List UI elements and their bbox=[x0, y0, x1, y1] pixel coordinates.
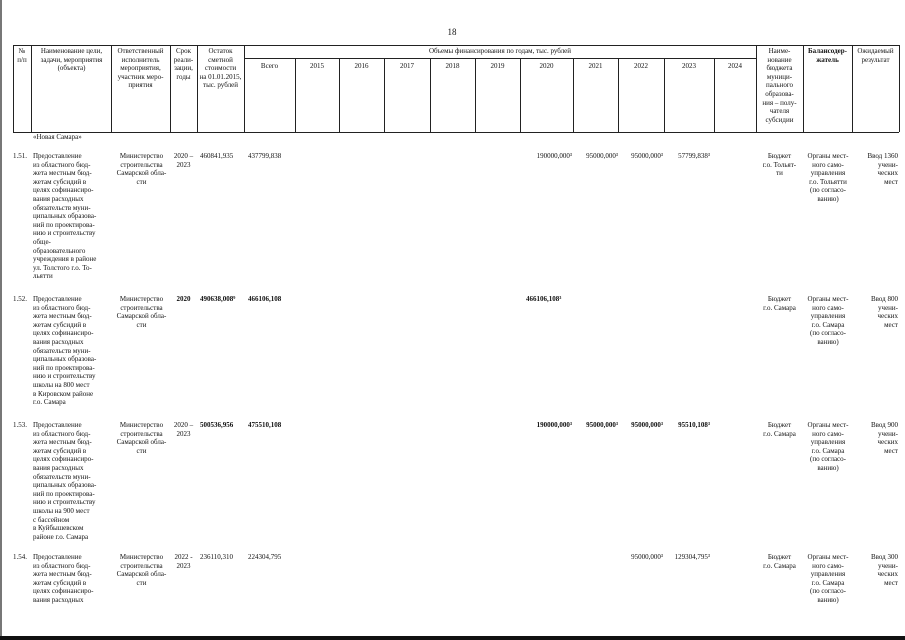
header-num: № п/п bbox=[17, 47, 27, 64]
header-year-2015: 2015 bbox=[310, 62, 324, 70]
row-executor: Министерство строительства Самарской обла- сти bbox=[116, 152, 167, 186]
page-number: 18 bbox=[447, 27, 457, 37]
row-remainder: 490638,008⁹ bbox=[200, 295, 236, 303]
row-value-2021: 95000,000³ bbox=[586, 152, 618, 160]
row-term: 2020 – 2023 bbox=[173, 152, 194, 169]
row-total: 224304,795 bbox=[248, 553, 282, 561]
row-value-2020: 190000,000³ bbox=[536, 152, 572, 160]
row-term: 2020 – 2023 bbox=[173, 421, 194, 438]
row-holder: Органы мест- ного само- управления г.о. Самара (по согласо- ванию) bbox=[807, 553, 849, 604]
row-value-2020: 190000,000³ bbox=[536, 421, 572, 429]
scan-bottom-edge bbox=[0, 636, 905, 640]
row-holder: Органы мест- ного само- управления г.о. Самара (по согласо- ванию) bbox=[807, 295, 849, 346]
row-total: 466106,108 bbox=[248, 295, 282, 303]
row-term: 2022 - 2023 bbox=[174, 553, 193, 570]
row-value-2023: 57799,838³ bbox=[678, 152, 710, 160]
row-name: Предоставление из областного бюд- жета местным бюд- жетам субсидий в целях софинансиро- вания расходных обязательств муни- ципальных образова- ний по проектирова- нию и строительству школы на 900 мест с бассейном в Куйбышевском районе г.о. Самара bbox=[33, 421, 97, 541]
header-budget-names: Наиме- нование бюджета муници- пального образова- ния – полу- чателя субсидии bbox=[762, 47, 797, 124]
header-volumes: Объемы финансирования по годам, тыс. рублей bbox=[428, 47, 572, 55]
row-result: Ввод 900 учени- ческих мест bbox=[870, 421, 898, 455]
row-remainder: 460841,935 bbox=[200, 152, 234, 160]
header-year-2017: 2017 bbox=[400, 62, 414, 70]
row-name: Предоставление из областного бюд- жета местным бюд- жетам субсидий в целях софинансиро- вания расходных bbox=[33, 553, 94, 604]
row-value-2022: 95000,000³ bbox=[631, 553, 663, 561]
row-value-2022: 95000,000³ bbox=[631, 421, 663, 429]
row-total: 475510,108 bbox=[248, 421, 282, 429]
header-year-2016: 2016 bbox=[354, 62, 369, 70]
row-num: 1.51. bbox=[13, 152, 27, 160]
row-num: 1.54. bbox=[13, 553, 27, 561]
row-value-2021: 95000,000³ bbox=[586, 421, 618, 429]
row-budget: Бюджет г.о. Самара bbox=[763, 421, 796, 438]
row-value-2023: 95510,108³ bbox=[678, 421, 710, 429]
row-executor: Министерство строительства Самарской обла- сти bbox=[116, 421, 167, 455]
row-executor: Министерство строительства Самарской обла- сти bbox=[116, 553, 167, 587]
row-name: Предоставление из областного бюд- жета местным бюд- жетам субсидий в целях софинансиро- вания расходных обязательств муни- ципальных образова- ний по проектирова- нию и строительству обще- образовательного учреждения в районе ул. Толстого г.о. То- льятти bbox=[33, 152, 97, 281]
header-executor: Ответственный исполнитель мероприятия, участник меро- приятия bbox=[117, 47, 164, 90]
row-total: 437799,838 bbox=[248, 152, 282, 160]
header-year-2022: 2022 bbox=[634, 62, 648, 70]
row-executor: Министерство строительства Самарской обла- сти bbox=[116, 295, 167, 329]
row-name: Предоставление из областного бюд- жета местным бюд- жетам субсидий в целях софинансиро- вания расходных обязательств муни- ципальных образова- ний по проектирова- нию и строительству школы на 800 мест в Кировском районе г.о. Самара bbox=[33, 295, 97, 407]
row-value-2020: 466106,108³ bbox=[526, 295, 562, 303]
header-expected-result: Ожидаемый результат bbox=[857, 47, 894, 64]
header-year-2018: 2018 bbox=[445, 62, 460, 70]
header-year-2019: 2019 bbox=[490, 62, 505, 70]
row-remainder: 500536,956 bbox=[200, 421, 234, 429]
row-budget: Бюджет г.о. Самара bbox=[763, 553, 796, 570]
header-total: Всего bbox=[260, 62, 279, 70]
header-term: Срок реали- зации, годы bbox=[173, 47, 194, 81]
header-year-2020: 2020 bbox=[539, 62, 554, 70]
header-name: Наименование цели, задачи, мероприятия (объекта) bbox=[40, 47, 103, 73]
row-num: 1.53. bbox=[13, 421, 27, 429]
row-budget: Бюджет г.о. Тольят- ти bbox=[762, 152, 797, 178]
header-year-2024: 2024 bbox=[728, 62, 742, 70]
header-balance-holder: Балансодер- жатель bbox=[808, 47, 847, 64]
row-result: Ввод 800 учени- ческих мест bbox=[870, 295, 898, 329]
row-term: 2020 bbox=[176, 295, 191, 303]
row-remainder: 236110,310 bbox=[200, 553, 233, 561]
scan-left-edge bbox=[0, 0, 2, 640]
row-result: Ввод 1360 учени- ческих мест bbox=[867, 152, 898, 186]
row-budget: Бюджет г.о. Самара bbox=[763, 295, 796, 312]
row-num: 1.52. bbox=[13, 295, 27, 303]
header-remainder: Остаток сметной стоимости на 01.01.2015, тыс. рублей bbox=[199, 47, 242, 90]
row-value-2022: 95000,000³ bbox=[631, 152, 663, 160]
row-result: Ввод 300 учени- ческих мест bbox=[870, 553, 898, 587]
row-value-2023: 129304,795³ bbox=[674, 553, 710, 561]
row-holder: Органы мест- ного само- управления г.о. Тольятти (по согласо- ванию) bbox=[807, 152, 849, 203]
header-year-2023: 2023 bbox=[682, 62, 696, 70]
row-holder: Органы мест- ного само- управления г.о. Самара (по согласо- ванию) bbox=[807, 421, 849, 472]
header-year-2021: 2021 bbox=[588, 62, 603, 70]
carryover-text: «Новая Самара» bbox=[33, 133, 82, 141]
